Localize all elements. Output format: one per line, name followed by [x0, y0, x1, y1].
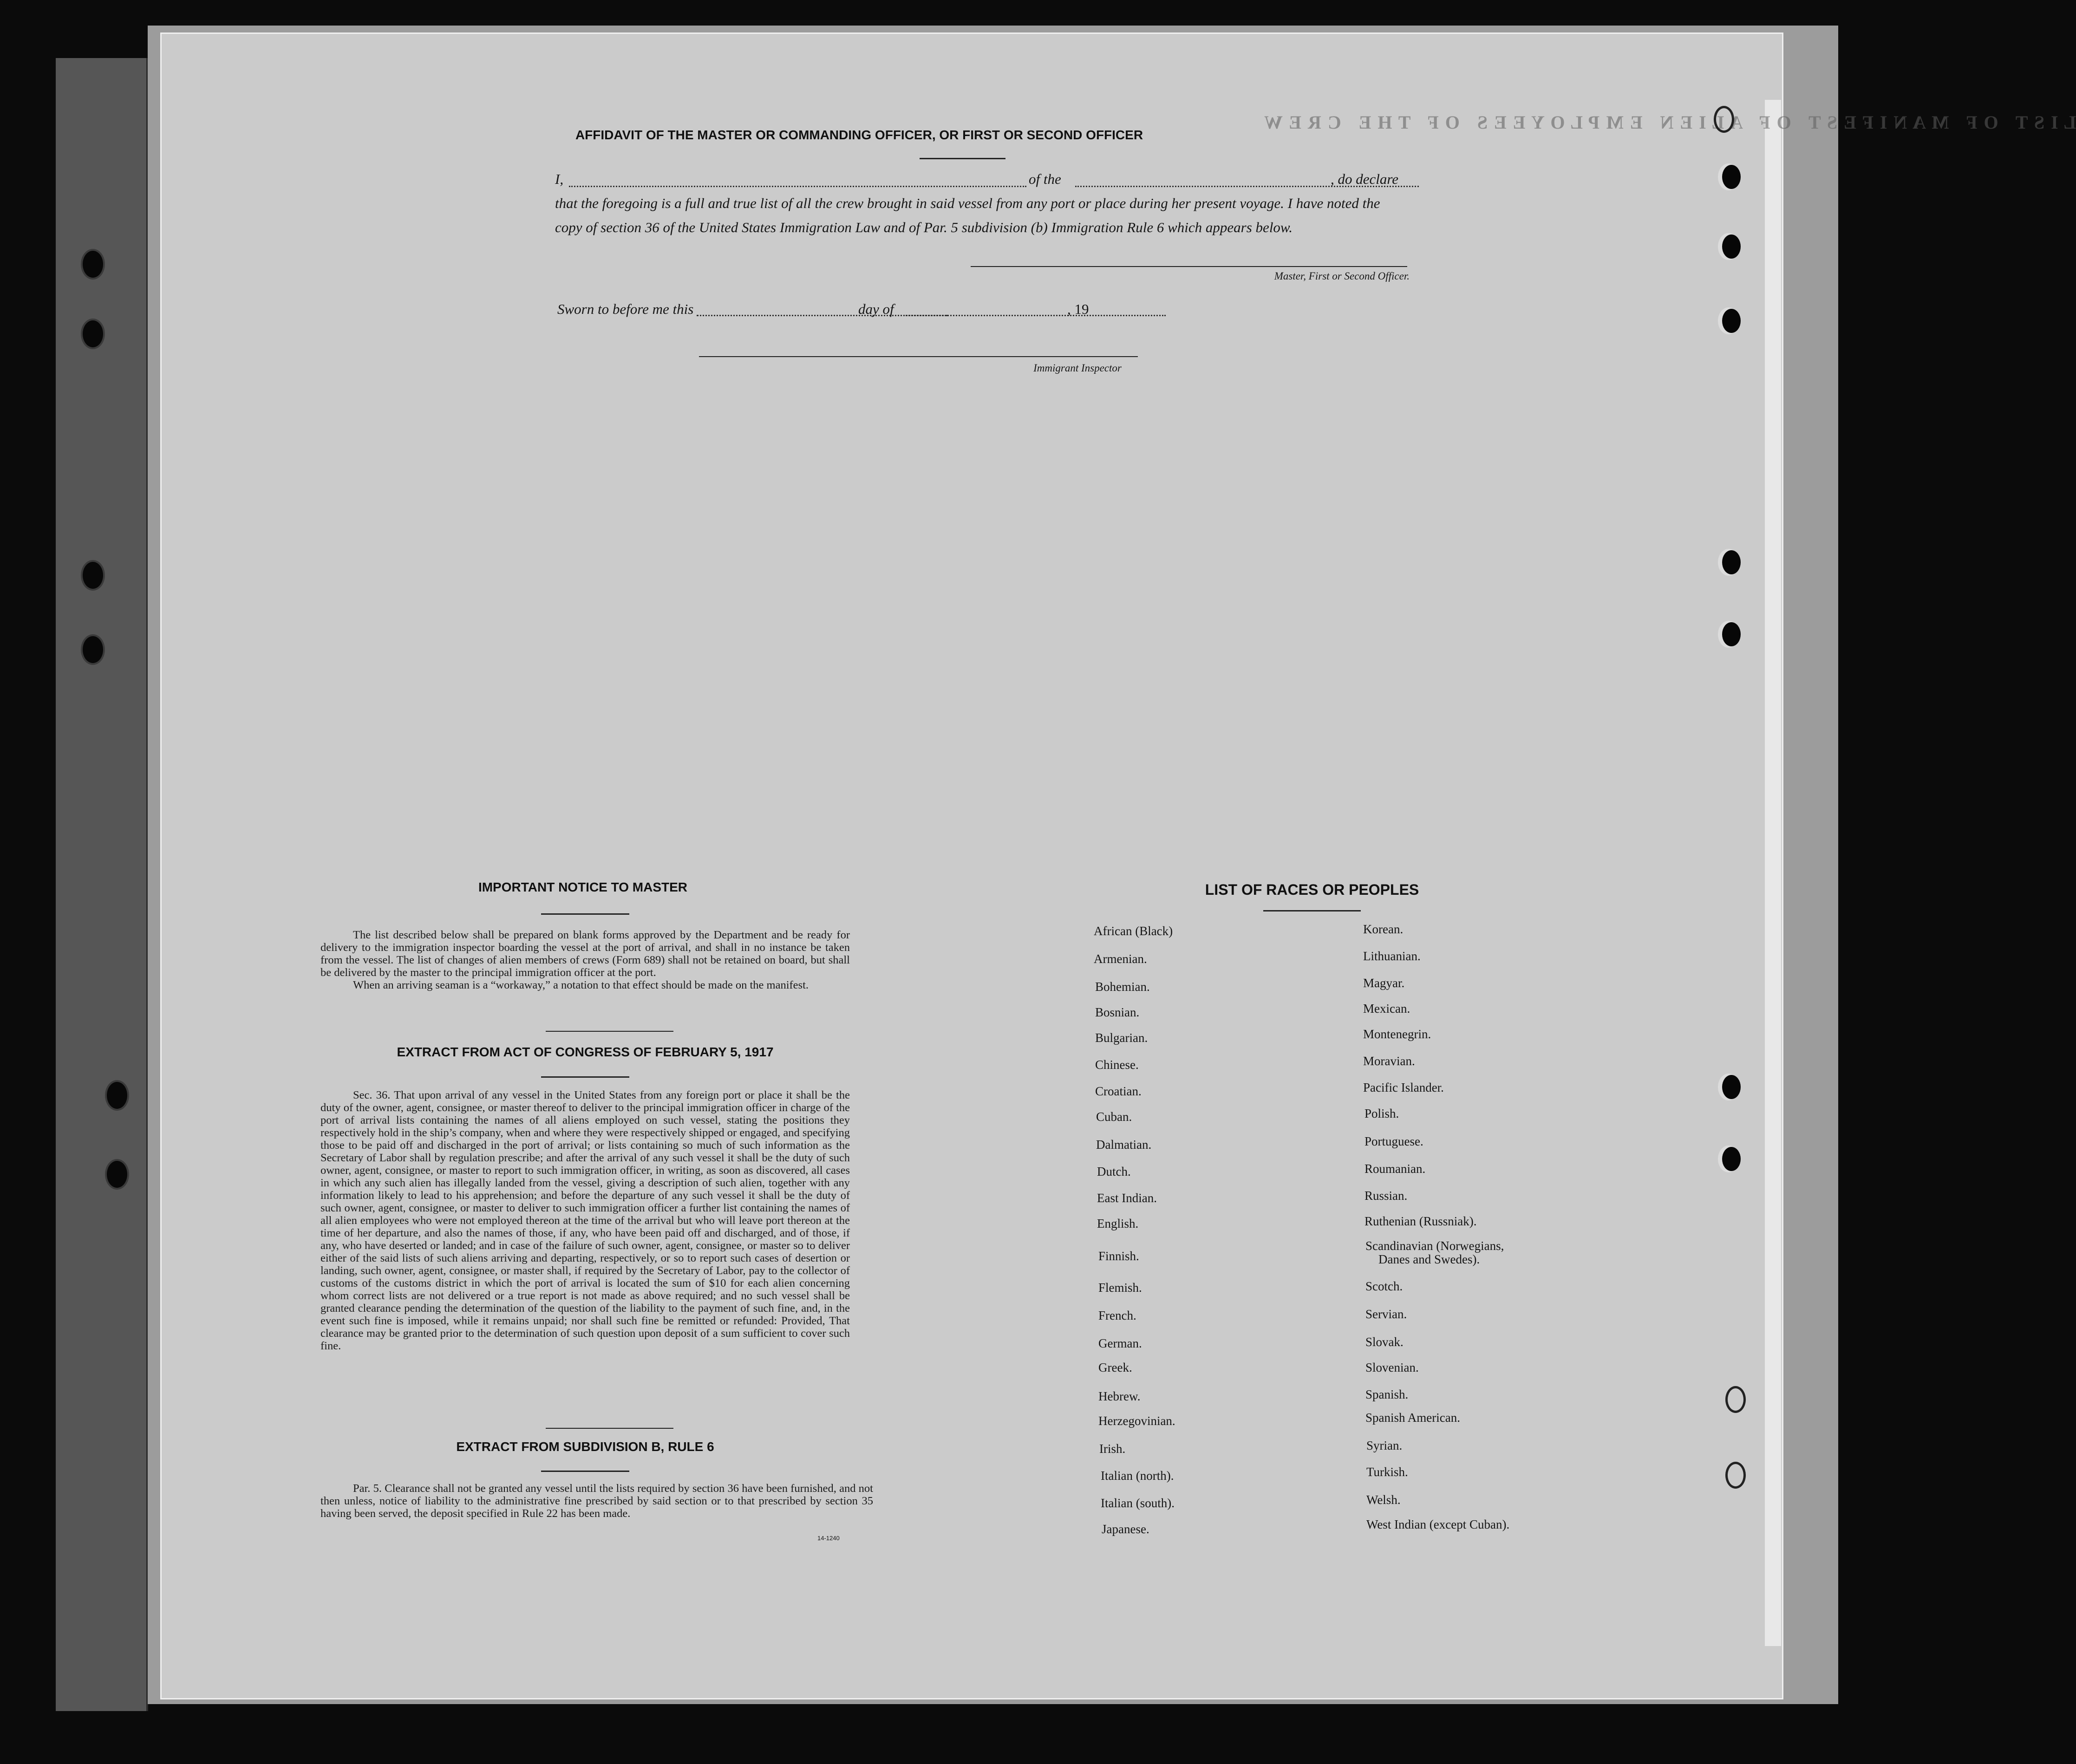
binder-hole	[107, 1082, 127, 1109]
race-item: Dutch.	[1097, 1165, 1131, 1178]
race-item: Bulgarian.	[1095, 1031, 1148, 1045]
section-rule	[546, 1031, 673, 1032]
race-item: Hebrew.	[1098, 1389, 1141, 1403]
punch-hole	[1722, 234, 1741, 259]
race-item: Herzegovinian.	[1098, 1414, 1175, 1428]
inspector-caption: Immigrant Inspector	[1033, 362, 1122, 374]
binder-hole	[83, 562, 103, 589]
race-item: Finnish.	[1098, 1249, 1139, 1263]
affidavit-declaration	[555, 167, 1410, 240]
race-item: Russian.	[1364, 1189, 1408, 1203]
notice-paragraph-2: When an arriving seaman is a “workaway,” a notation to that effect should be made on the manifest.	[353, 979, 809, 991]
binder-hole	[83, 320, 103, 347]
race-item: German.	[1098, 1336, 1142, 1350]
race-item: Welsh.	[1366, 1493, 1401, 1507]
affidavit-line-2: that the foregoing is a full and true list of all the crew brought in said vessel from any port or place during her present voyage. I have noted the	[555, 195, 1380, 211]
extract-rule-title: EXTRACT FROM SUBDIVISION B, RULE 6	[456, 1439, 714, 1454]
race-item: Scotch.	[1365, 1279, 1403, 1293]
inspector-line	[699, 356, 1138, 357]
punch-hole	[1722, 622, 1741, 646]
race-item: Syrian.	[1366, 1439, 1403, 1452]
extract-act-title: EXTRACT FROM ACT OF CONGRESS OF FEBRUARY 5, 1917	[397, 1045, 774, 1059]
punch-hole	[1722, 309, 1741, 333]
notice-text	[320, 929, 850, 991]
extract-act-rule	[541, 1076, 629, 1078]
race-item: Turkish.	[1366, 1465, 1408, 1479]
race-item: English.	[1097, 1217, 1139, 1230]
punch-hole	[1722, 1147, 1741, 1171]
race-item: Flemish.	[1098, 1281, 1142, 1295]
extract-act-body: Sec. 36. That upon arrival of any vessel in the United States from any foreign port or place it shall be the duty of the owner, agent, consignee, or master thereof to deliver to the principal immigration officer in charge of the port of arrival lists containing the names of all aliens employed on such vessel, stating the positions they respectively hold in the ship’s company, when and where they were respectively shipped or engaged, and specifying those to be paid off and discharged in the port of arrival; or lists containing so much of such information as the Secretary of Labor shall by regulation prescribe; and after the arrival of any such vessel it shall be the duty of such owner, agent, consignee, or master to report to such immigration officer, in writing, as soon as discovered, all cases in which any such alien has illegally landed from the vessel, giving a description of such alien, together with any information likely to lead to his apprehension; and before the departure of any such vessel it shall be the duty of such owner, agent, consignee, or master to deliver to such immigration officer a further list containing the names of all alien employees who were not employed thereon at the time of the arrival but who will leave port thereon at the time of her departure, and also the names of those, if any, who have been paid off and discharged, and of those, if any, who have deserted or landed; and in case of the failure of such owner, agent, consignee, or master so to deliver either of the said lists of such aliens arriving and departing, respectively, or so to report such cases of desertion or landing, such owner, agent, consignee, or master shall, if required by the Secretary of Labor, pay to the collector of customs of the customs district in which the port of arrival is located the sum of $10 for each alien concerning whom correct lists are not delivered or a true report is not made as above required; and no such vessel shall be granted clearance pending the determination of the question of the liability to the payment of such fine, and, in the event such fine is imposed, while it remains unpaid; nor shall such fine be remitted or refunded: Provided, That clearance may be granted prior to the determination of such question upon deposit of a sum sufficient to cover such fine.	[320, 1089, 850, 1352]
signature-caption: Master, First or Second Officer.	[1274, 270, 1410, 282]
race-item: Roumanian.	[1364, 1162, 1426, 1176]
race-item: Irish.	[1099, 1442, 1126, 1456]
races-title: LIST OF RACES OR PEOPLES	[1205, 881, 1419, 898]
do-declare-label: , do declare	[1331, 171, 1399, 187]
name-field[interactable]	[569, 186, 1026, 187]
race-item: Korean.	[1363, 922, 1404, 936]
notice-title: IMPORTANT NOTICE TO MASTER	[478, 880, 688, 894]
race-item: Ruthenian (Russniak).	[1364, 1214, 1477, 1228]
race-item: Greek.	[1098, 1360, 1132, 1374]
punch-ring	[1725, 1462, 1746, 1489]
punch-ring	[1725, 1386, 1746, 1413]
race-item: African (Black)	[1094, 924, 1173, 938]
i-label: I,	[555, 171, 564, 187]
race-item: Japanese.	[1102, 1522, 1149, 1536]
race-item: Scandinavian (Norwegians,	[1365, 1239, 1504, 1253]
race-item: Portuguese.	[1364, 1134, 1423, 1148]
affidavit-line-3: copy of section 36 of the United States Immigration Law and of Par. 5 subdivision (b) Immigration Rule 6 which appears below.	[555, 219, 1293, 235]
race-item: Servian.	[1365, 1307, 1407, 1321]
race-item: Polish.	[1364, 1107, 1399, 1120]
race-item: Armenian.	[1094, 952, 1147, 966]
race-item: Slovak.	[1365, 1335, 1404, 1349]
punch-hole	[1722, 1075, 1741, 1099]
affidavit-line-1	[555, 167, 1410, 191]
race-item: Bosnian.	[1095, 1005, 1140, 1019]
of-the-label: of the	[1029, 171, 1061, 187]
binder-strip	[56, 58, 148, 1711]
race-item: Chinese.	[1095, 1058, 1139, 1072]
race-item: Spanish.	[1365, 1387, 1409, 1401]
race-item: Dalmatian.	[1096, 1138, 1152, 1152]
affidavit-title: AFFIDAVIT OF THE MASTER OR COMMANDING OFFICER, OR FIRST OR SECOND OFFICER	[575, 128, 1143, 142]
race-item: Montenegrin.	[1363, 1027, 1431, 1041]
race-item: Cuban.	[1096, 1110, 1132, 1124]
races-rule	[1263, 910, 1361, 911]
title-rule	[920, 158, 1005, 159]
day-of-label: day of	[858, 301, 894, 317]
year-label: , 19	[1067, 301, 1089, 317]
sworn-month-field[interactable]	[903, 315, 1166, 316]
notice-paragraph-1: The list described below shall be prepared on blank forms approved by the Department and be ready for delivery to the immigration inspector boarding the vessel at the port of arrival, and shall in no instance be taken from the vessel. The list of changes of alien members of crews (Form 689) shall not be retained on board, but shall be delivered by the master to the principal immigration officer at the port.	[320, 929, 850, 979]
race-item: Mexican.	[1363, 1002, 1410, 1015]
binder-hole	[107, 1161, 127, 1188]
race-item: Moravian.	[1363, 1054, 1415, 1068]
binder-hole	[83, 251, 103, 278]
race-item: Italian (south).	[1101, 1496, 1175, 1510]
signature-line	[971, 266, 1407, 267]
bleed-through-text: L I S T O F M A N I F E S T O F A L I E N E M P L O Y E E S O F T H E C R E W	[1263, 112, 2076, 133]
punch-hole	[1722, 165, 1741, 189]
binder-hole	[83, 636, 103, 663]
race-item: Pacific Islander.	[1363, 1081, 1444, 1094]
extract-rule-body: Par. 5. Clearance shall not be granted any vessel until the lists required by section 36 have been furnished, and not then unless, notice of liability to the administrative fine prescribed by said section or to that prescribed by section 35 having been served, the deposit specified in Rule 22 has been made.	[320, 1482, 873, 1520]
race-item: Magyar.	[1363, 976, 1405, 990]
race-item: Croatian.	[1095, 1084, 1142, 1098]
race-item: Spanish American.	[1365, 1411, 1460, 1425]
race-item: Bohemian.	[1095, 980, 1150, 994]
page-edge-band	[1765, 100, 1781, 1646]
sworn-line	[557, 297, 1115, 321]
race-item: West Indian (except Cuban).	[1366, 1517, 1510, 1531]
race-item: French.	[1098, 1308, 1136, 1322]
notice-rule	[541, 913, 629, 915]
sworn-label: Sworn to before me this	[557, 301, 694, 317]
section-rule	[546, 1428, 673, 1429]
race-item: East Indian.	[1097, 1191, 1157, 1205]
punch-hole	[1722, 550, 1741, 574]
race-item: Danes and Swedes).	[1378, 1252, 1480, 1266]
form-number: 14-1240	[817, 1535, 840, 1542]
race-item: Italian (north).	[1101, 1469, 1174, 1483]
extract-rule-rule	[541, 1471, 629, 1472]
punch-ring	[1714, 106, 1734, 133]
race-item: Slovenian.	[1365, 1360, 1419, 1374]
race-item: Lithuanian.	[1363, 949, 1421, 963]
